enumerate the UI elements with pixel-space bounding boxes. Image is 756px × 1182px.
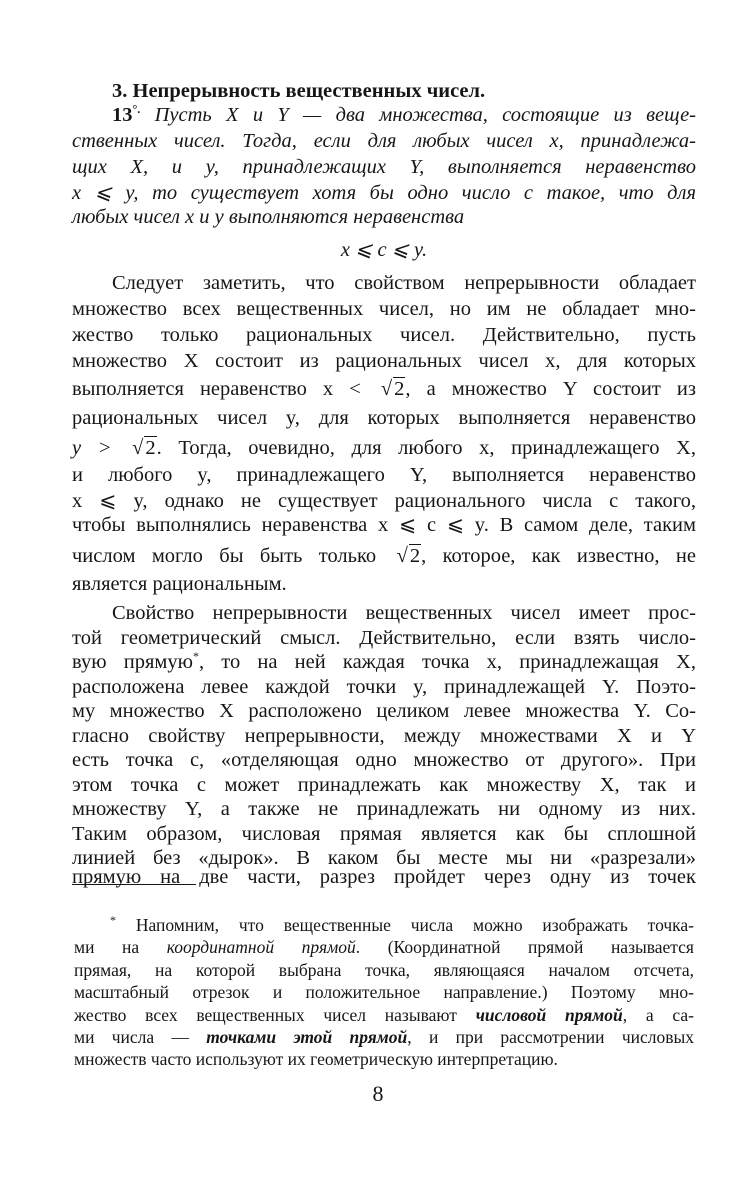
theorem-line-4: x ⩽ y, то существует хотя бы одно число c такое, что для (72, 182, 696, 204)
sqrt-radicand: 2 (145, 437, 156, 459)
para2-line-7: есть точка c, «отделяющая одно множество от другого». При (72, 749, 696, 771)
theorem-line-2: ственных чисел. Тогда, если для любых чисел x, принадлежа- (72, 130, 696, 152)
para2-line-6: гласно свойству непрерывности, между множествами X и Y (72, 725, 696, 747)
para1-line-12: является рациональным. (72, 573, 287, 595)
sqrt-symbol: √ (380, 378, 393, 400)
para1-line-10: чтобы выполнялись неравенства x ⩽ c ⩽ y. В самом деле, таким (72, 514, 696, 536)
para1-line-11: числом могло бы быть только √2, которое, как известно, не (72, 545, 696, 567)
footnote-line-2: ми на координатной прямой. (Координатной прямой называется (74, 937, 694, 957)
theorem-line-3: щих X, и y, принадлежащих Y, выполняется неравенство (72, 156, 696, 178)
theorem-number: 13°. (112, 102, 141, 126)
footnote-line-5: жество всех вещественных чисел называют числовой прямой, а са- (74, 1005, 694, 1025)
footnote-line-7: множеств часто используют их геометрическую интерпретацию. (74, 1049, 558, 1069)
sqrt-radicand: 2 (409, 545, 421, 567)
para1-line-3: жество только рациональных чисел. Действительно, пусть (72, 324, 696, 346)
para1-line-2: множество всех вещественных чисел, но им не обладает мно- (72, 298, 696, 320)
para2-line-3: вую прямую*, то на ней каждая точка x, принадлежащая X, (72, 649, 696, 673)
para2-line-12: прямую на две части, разрез пройдет через одну из точек (72, 866, 696, 888)
theorem-line-5: любых чисел x и y выполняются неравенства (72, 206, 465, 228)
para1-line-8: и любого y, принадлежащего Y, выполняется неравенство (72, 464, 696, 486)
para2-line-10: Таким образом, числовая прямая является как бы сплошной (72, 823, 696, 845)
para2-line-5: му множество X расположено целиком левее множества Y. Со- (72, 700, 696, 722)
footnote-line-4: масштабный отрезок и положительное направление.) Поэтому мно- (74, 982, 694, 1002)
para2-line-2: той геометрический смысл. Действительно, если взять число- (72, 627, 696, 649)
sqrt-symbol: √ (132, 437, 144, 459)
sqrt-radicand: 2 (394, 378, 405, 400)
page-number: 8 (372, 1081, 384, 1106)
para2-line-1: Свойство непрерывности вещественных чисел имеет прос- (112, 602, 696, 624)
para2-line-4: расположена левее каждой точки y, принадлежащей Y. Поэто- (72, 676, 696, 698)
theorem-formula: x ⩽ c ⩽ y. (340, 239, 428, 261)
para1-line-7: y > √2. Тогда, очевидно, для любого x, принадлежащего X, (72, 437, 696, 459)
para1-line-1: Следует заметить, что свойством непрерывности обладает (112, 272, 696, 294)
para1-line-5: выполняется неравенство x < √2, а множество Y состоит из (72, 378, 696, 400)
footnote-line-3: прямая, на которой выбрана точка, являющаяся началом отсчета, (74, 960, 694, 980)
para2-line-9: множеству Y, а также не принадлежать ни одному из них. (72, 798, 696, 820)
footnote-line-1: * Напомним, что вещественные числа можно изображать точка- (110, 913, 694, 935)
section-heading: 3. Непрерывность вещественных чисел. (112, 80, 486, 102)
footnote-marker: * (192, 649, 199, 664)
para1-line-9: x ⩽ y, однако не существует рационального числа c такого, (72, 490, 696, 512)
para2-line-11: линией без «дырок». В каком бы месте мы ни «разрезали» (72, 847, 696, 869)
footnote-divider (72, 884, 196, 885)
para2-line-8: этом точка c может принадлежать как множеству X, так и (72, 774, 696, 796)
footnote-line-6: ми числа — точками этой прямой, и при рассмотрении числовых (74, 1027, 695, 1047)
para1-line-4: множество X состоит из рациональных чисел x, для которых (72, 350, 696, 372)
para1-line-6: рациональных чисел y, для которых выполняется неравенство (72, 407, 696, 429)
sqrt-symbol: √ (396, 545, 408, 567)
theorem-line-1: 13°. Пусть X и Y — два множества, состоящие из веще- (112, 102, 696, 126)
